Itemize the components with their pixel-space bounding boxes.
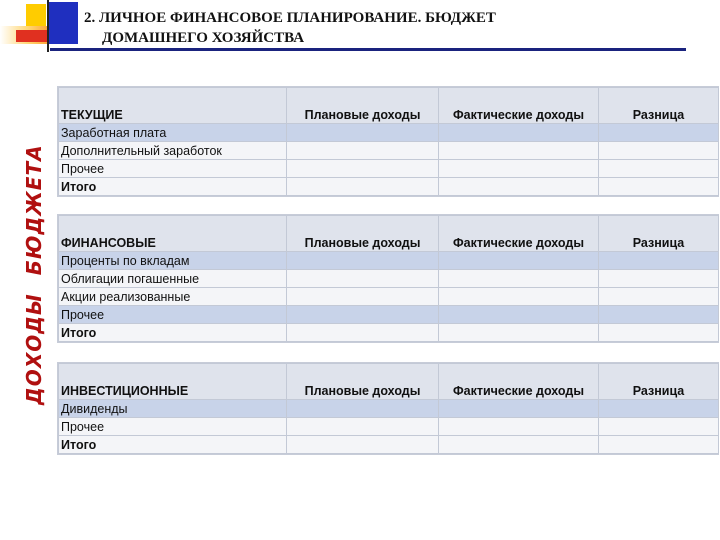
table-row: [59, 160, 719, 178]
planned-cell[interactable]: [287, 288, 439, 306]
table-header-row: [59, 364, 719, 400]
table-row: [59, 142, 719, 160]
difference-cell[interactable]: [599, 178, 719, 196]
current-income-table: [58, 87, 719, 196]
title-line-2: ДОМАШНЕГО ХОЗЯЙСТВА: [102, 30, 305, 46]
side-label-word-2: БЮДЖЕТА: [22, 144, 46, 276]
financial-income-table: [58, 215, 719, 342]
header-planned: Плановые доходы: [287, 88, 439, 124]
actual-cell[interactable]: [439, 324, 599, 342]
table-header-row: [59, 88, 719, 124]
row-label: Итого: [59, 436, 287, 454]
difference-cell[interactable]: [599, 324, 719, 342]
difference-cell[interactable]: [599, 160, 719, 178]
table-row-total: [59, 324, 719, 342]
header-planned: Плановые доходы: [287, 216, 439, 252]
header-actual: Фактические доходы: [439, 88, 599, 124]
financial-income-panel: [57, 214, 719, 343]
actual-cell[interactable]: [439, 270, 599, 288]
row-label: Проценты по вкладам: [59, 252, 287, 270]
table-row: [59, 418, 719, 436]
row-label: Прочее: [59, 418, 287, 436]
table-row: [59, 252, 719, 270]
planned-cell[interactable]: [287, 324, 439, 342]
actual-cell[interactable]: [439, 142, 599, 160]
planned-cell[interactable]: [287, 306, 439, 324]
actual-cell[interactable]: [439, 306, 599, 324]
table-row: [59, 400, 719, 418]
logo-blue-square: [48, 2, 78, 44]
difference-cell[interactable]: [599, 418, 719, 436]
actual-cell[interactable]: [439, 160, 599, 178]
header-planned: Плановые доходы: [287, 364, 439, 400]
planned-cell[interactable]: [287, 418, 439, 436]
planned-cell[interactable]: [287, 436, 439, 454]
row-label: Итого: [59, 324, 287, 342]
page-title: [84, 8, 704, 48]
difference-cell[interactable]: [599, 270, 719, 288]
row-label: Прочее: [59, 160, 287, 178]
row-label: Заработная плата: [59, 124, 287, 142]
actual-cell[interactable]: [439, 252, 599, 270]
header-actual: Фактические доходы: [439, 216, 599, 252]
row-label: Акции реализованные: [59, 288, 287, 306]
actual-cell[interactable]: [439, 288, 599, 306]
logo-vertical-line: [47, 0, 49, 52]
header-actual: Фактические доходы: [439, 364, 599, 400]
side-label: [22, 126, 46, 405]
actual-cell[interactable]: [439, 418, 599, 436]
title-line-1: 2. ЛИЧНОЕ ФИНАНСОВОЕ ПЛАНИРОВАНИЕ. БЮДЖЕТ: [84, 10, 496, 26]
header-category: ТЕКУЩИЕ: [59, 88, 287, 124]
logo-red-bar: [16, 30, 48, 42]
current-income-panel: [57, 86, 719, 197]
difference-cell[interactable]: [599, 124, 719, 142]
header-difference: Разница: [599, 88, 719, 124]
actual-cell[interactable]: [439, 400, 599, 418]
actual-cell[interactable]: [439, 124, 599, 142]
table-row-total: [59, 436, 719, 454]
logo-decoration: [0, 0, 80, 50]
actual-cell[interactable]: [439, 436, 599, 454]
side-label-word-1: ДОХОДЫ: [22, 293, 46, 405]
header-difference: Разница: [599, 216, 719, 252]
planned-cell[interactable]: [287, 142, 439, 160]
table-row: [59, 306, 719, 324]
table-row: [59, 124, 719, 142]
row-label: Итого: [59, 178, 287, 196]
planned-cell[interactable]: [287, 124, 439, 142]
difference-cell[interactable]: [599, 400, 719, 418]
investment-income-table: [58, 363, 719, 454]
actual-cell[interactable]: [439, 178, 599, 196]
row-label: Дополнительный заработок: [59, 142, 287, 160]
row-label: Дивиденды: [59, 400, 287, 418]
difference-cell[interactable]: [599, 288, 719, 306]
header-category: ИНВЕСТИЦИОННЫЕ: [59, 364, 287, 400]
planned-cell[interactable]: [287, 270, 439, 288]
planned-cell[interactable]: [287, 252, 439, 270]
table-row-total: [59, 178, 719, 196]
planned-cell[interactable]: [287, 400, 439, 418]
row-label: Прочее: [59, 306, 287, 324]
title-divider: [50, 48, 686, 51]
table-header-row: [59, 216, 719, 252]
table-row: [59, 270, 719, 288]
row-label: Облигации погашенные: [59, 270, 287, 288]
difference-cell[interactable]: [599, 306, 719, 324]
planned-cell[interactable]: [287, 160, 439, 178]
investment-income-panel: [57, 362, 719, 455]
table-row: [59, 288, 719, 306]
planned-cell[interactable]: [287, 178, 439, 196]
difference-cell[interactable]: [599, 142, 719, 160]
difference-cell[interactable]: [599, 436, 719, 454]
header-category: ФИНАНСОВЫЕ: [59, 216, 287, 252]
header-difference: Разница: [599, 364, 719, 400]
logo-yellow-square: [26, 4, 46, 26]
difference-cell[interactable]: [599, 252, 719, 270]
